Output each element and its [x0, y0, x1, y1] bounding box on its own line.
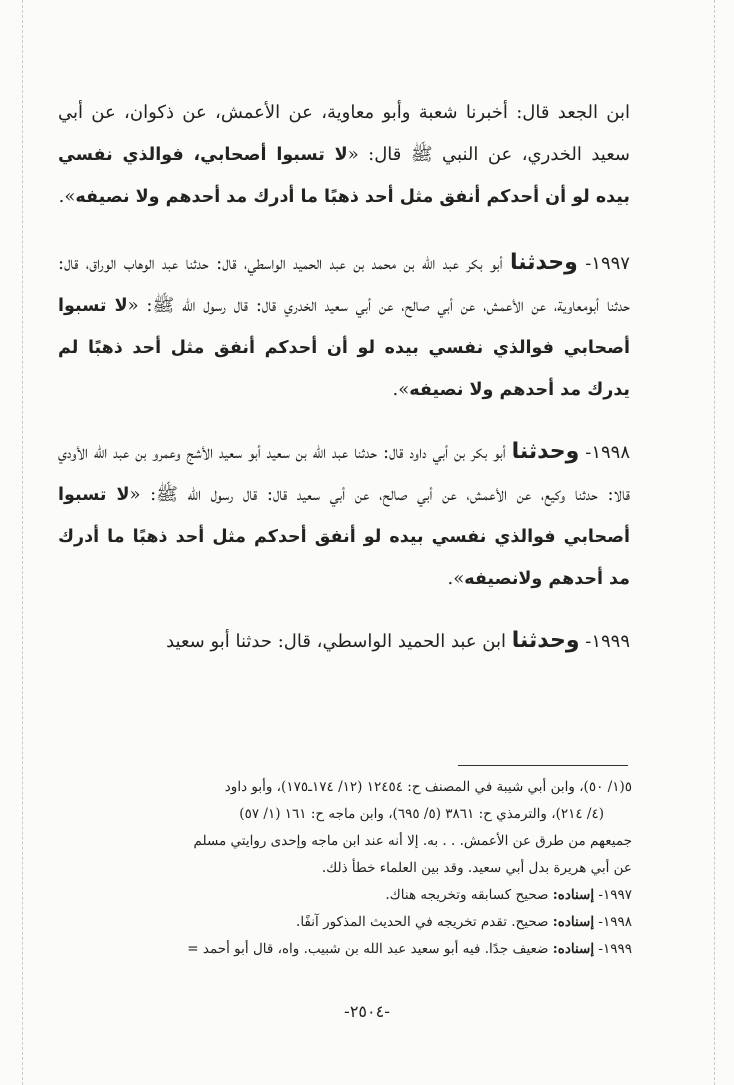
footnote-number: ١٩٩٧-: [598, 887, 632, 903]
footnote-1999: [52, 936, 632, 963]
footnote-label: إسناده:: [552, 887, 595, 903]
paragraph-text: ابن الجعد قال: أخبرنا شعبة وأبو معاوية، عن الأعمش، عن ذكوان، عن أبي سعيد الخدري، عن النبي ﷺ قال: «: [58, 102, 630, 165]
narration-keyword: وحدثنا: [510, 250, 578, 275]
footnote-label: إسناده:: [552, 914, 595, 930]
narration-keyword: وحدثنا: [511, 439, 580, 464]
closing-quote: ».: [392, 379, 410, 400]
paragraph-continuation: [58, 92, 630, 218]
footnote-number: ١٩٩٨-: [598, 914, 632, 930]
footnote-text: صحيح. تقدم تخريجه في الحديث المذكور آنفًا.: [296, 914, 549, 930]
footnotes: [52, 774, 632, 963]
closing-quote: ».: [58, 186, 76, 207]
hadith-text: لا تسبوا أصحابي، فوالذي نفسي بيده لو أن أحدكم أنفق مثل أحد ذهبًا ما أدرك مد أحدهم ولا نصيفه: [58, 145, 630, 207]
footnote-1998: [52, 909, 632, 936]
footnote-1997: [52, 882, 632, 909]
main-text: [58, 92, 630, 683]
page-number: -٢٥٠٤-: [344, 1002, 390, 1021]
paragraph-text: أبو بكر بن أبي داود قال: حدثنا عبد الله بن سعيد أبو سعيد الأشج وعمرو بن عبد الله الأودي قالا: حدثنا وكيع، عن الأعمش، عن أبي صالح، عن أبي سعيد قال: قال رسول الله ﷺ: «: [58, 442, 630, 505]
footnote-text: صحيح كسابقه وتخريجه هناك.: [385, 887, 549, 903]
hadith-number: ١٩٩٨-: [585, 442, 630, 463]
footnote-line: ٥(١/ ٥٠)، وابن أبي شيبة في المصنف ح: ١٢٤٥٤ (١٢/ ١٧٤ـ١٧٥)، وأبو داود: [224, 779, 632, 795]
hadith-1999: [58, 620, 630, 663]
left-margin-line: [22, 0, 23, 1085]
paragraph-text: ابن عبد الحميد الواسطي، قال: حدثنا أبو سعيد: [166, 631, 507, 652]
footnote-number: ١٩٩٩-: [598, 941, 632, 957]
hadith-text: لا تسبوا أصحابي فوالذي نفسي بيده لو أن أحدكم أنفق مثل أحد ذهبًا لم يدرك مد أحدهم ولا نصيفه: [58, 296, 630, 400]
hadith-1998: [58, 431, 630, 600]
footnote-line: (٤/ ٢١٤)، والترمذي ح: ٣٨٦١ (٥/ ٦٩٥)، وابن ماجه ح: ١٦١ (١/ ٥٧): [239, 806, 604, 822]
closing-quote: ».: [447, 568, 465, 589]
hadith-text: لا تسبوا أصحابي فوالذي نفسي بيده لو أنفق أحدكم مثل أحد ذهبًا ما أدرك مد أحدهم ولانصيفه: [58, 485, 630, 589]
paragraph-text: أبو بكر عبد الله بن محمد بن عبد الحميد الواسطي، قال: حدثنا عبد الوهاب الوراق، قال: حدثنا أبومعاوية، عن الأعمش، عن أبي صالح، عن أبي سعيد الخدري قال: قال رسول الله ﷺ: «: [58, 253, 630, 316]
footnote-separator: [458, 765, 628, 766]
hadith-number: ١٩٩٧-: [585, 253, 630, 274]
hadith-1997: [58, 242, 630, 411]
footnote-line: جميعهم من طرق عن الأعمش. . . به. إلا أنه عند ابن ماجه وإحدى روايتي مسلم: [193, 833, 632, 849]
right-margin-line: [714, 0, 715, 1085]
footnote-label: إسناده:: [552, 941, 595, 957]
hadith-number: ١٩٩٩-: [585, 631, 630, 652]
footnote-text: ضعيف جدًا. فيه أبو سعيد عبد الله بن شبيب. واه، قال أبو أحمد =: [187, 941, 549, 957]
narration-keyword: وحدثنا: [511, 628, 580, 653]
footnote-line: عن أبي هريرة بدل أبي سعيد. وقد بين العلماء خطأ ذلك.: [321, 860, 632, 876]
